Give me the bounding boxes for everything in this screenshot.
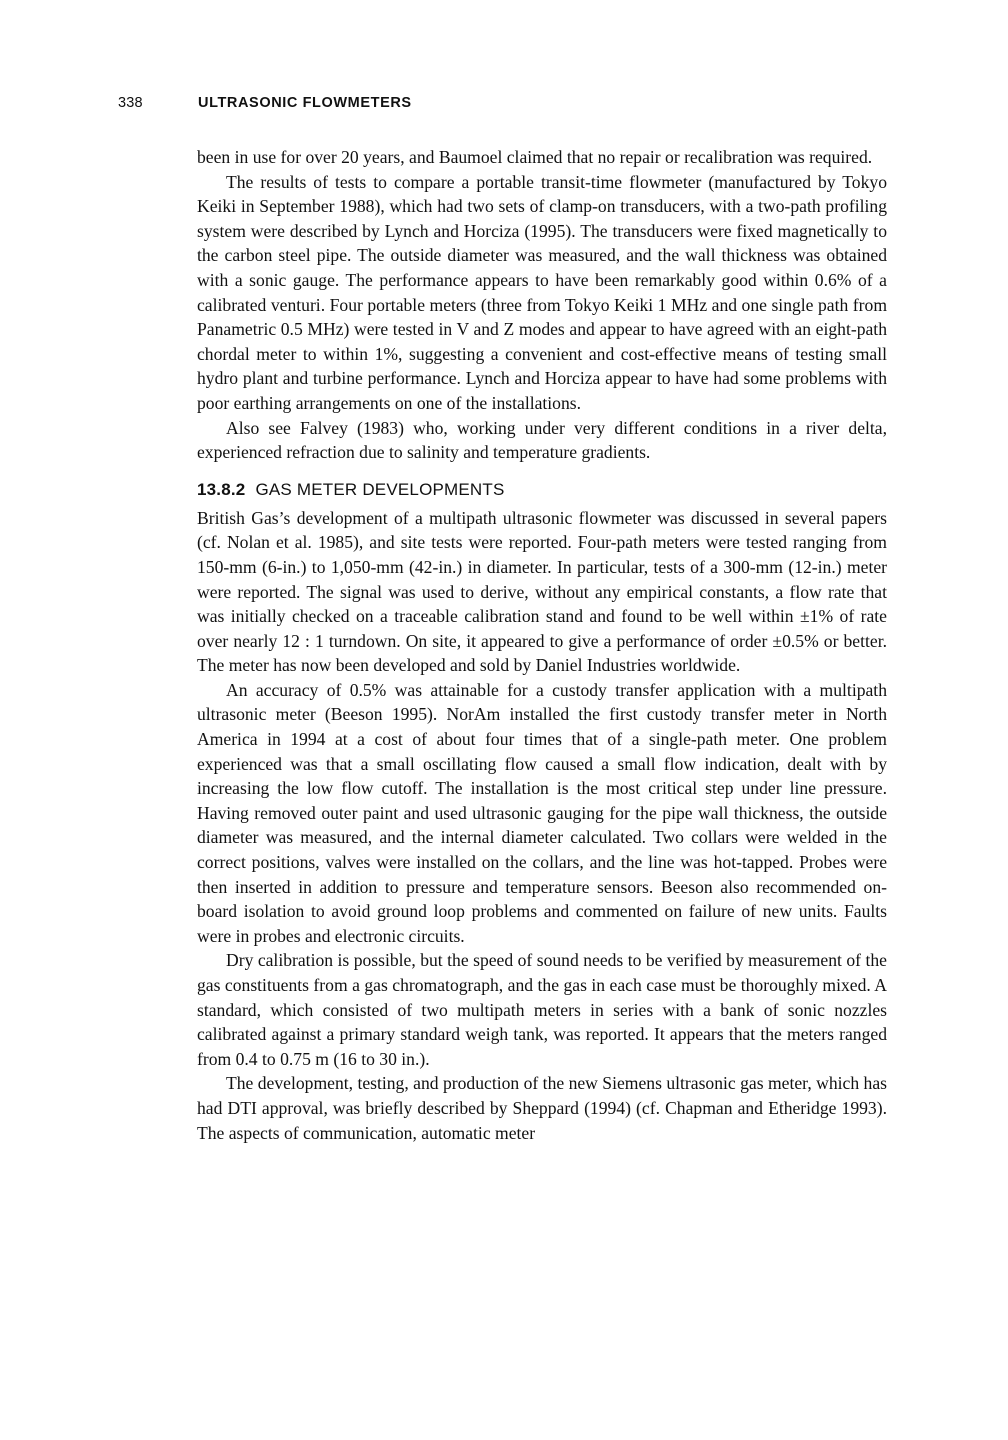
running-head [118,95,412,111]
paragraph-dry-calibration: Dry calibration is possible, but the speed of sound needs to be verified by measurement of the gas constituents from a gas chromatograph, and the gas in each case must be thoroughly mixed. A standard, which consisted of two multipath meters in series with a bank of sonic nozzles calibrated against a primary standard weigh tank, was reported. It appears that the meters ranged from 0.4 to 0.75 m (16 to 30 in.). [197,950,887,1069]
paragraph-british-gas: British Gas’s development of a multipath ultrasonic flowmeter was discussed in several papers (cf. Nolan et al. 1985), and site tests were reported. Four-path meters were tested ranging from 150-mm (6-in.) to 1,050-mm (42-in.) in diameter. In particular, tests of a 300-mm (12-in.) meter were reported. The signal was used to derive, without any empirical constants, a flow rate that was initially checked on a traceable calibration stand and found to be well within ±1% of rate over nearly 12 : 1 turndown. On site, it appeared to give a performance of order ±0.5% or better. The meter has now been developed and sold by Daniel Industries worldwide. [197,507,887,676]
section-number: 13.8.2 [197,479,246,499]
paragraph-falvey: Also see Falvey (1983) who, working under very different conditions in a river delta, experienced refraction due to salinity and temperature gradients. [197,417,887,463]
paragraph-tokyo-keiki-tests: The results of tests to compare a portable transit-time flowmeter (manufactured by Tokyo Keiki in September 1988), which had two sets of clamp-on transducers, with a two-path profiling system were described by Lynch and Horciza (1995). The transducers were fixed magnetically to the carbon steel pipe. The outside diameter was measured, and the wall thickness was obtained with a sonic gauge. The performance appears to have been remarkably good within 0.6% of a calibrated venturi. Four portable meters (three from Tokyo Keiki 1 MHz and one single path from Panametric 0.5 MHz) were tested in V and Z modes and appear to have agreed with an eight-path chordal meter to within 1%, suggesting a convenient and cost-effective means of testing small hydro plant and turbine performance. Lynch and Horciza appear to have had some problems with poor earthing arrangements on one of the installations. [197,171,887,413]
paragraph-custody-transfer: An accuracy of 0.5% was attainable for a custody transfer application with a multipath ultrasonic meter (Beeson 1995). NorAm installed the first custody transfer meter in North America in 1994 at a cost of about four times that of a single-path meter. One problem experienced was that a small oscillating flow caused a small flow indication, dealt with by increasing the low flow cutoff. The installation is the most critical step under line pressure. Having removed outer paint and used ultrasonic gauging for the pipe wall thickness, the outside diameter was measured, and the internal diameter calculated. Two collars were welded in the correct positions, valves were installed on the collars, and the line was hot-tapped. Probes were then inserted in addition to pressure and temperature sensors. Beeson also recommended on-board isolation to avoid ground loop problems and commented on failure of new units. Faults were in probes and electronic circuits. [197,679,887,946]
body-text [197,145,887,1145]
section-title: GAS METER DEVELOPMENTS [255,479,505,499]
paragraph-continued: been in use for over 20 years, and Baumoel claimed that no repair or recalibration was required. [197,147,873,167]
page-number: 338 [118,95,143,111]
running-head-title: ULTRASONIC FLOWMETERS [198,95,412,111]
section-heading [197,479,887,501]
paragraph-siemens-meter: The development, testing, and production of the new Siemens ultrasonic gas meter, which has had DTI approval, was briefly described by Sheppard (1994) (cf. Chapman and Etheridge 1993). The aspects of communication, automatic meter [197,1073,887,1143]
